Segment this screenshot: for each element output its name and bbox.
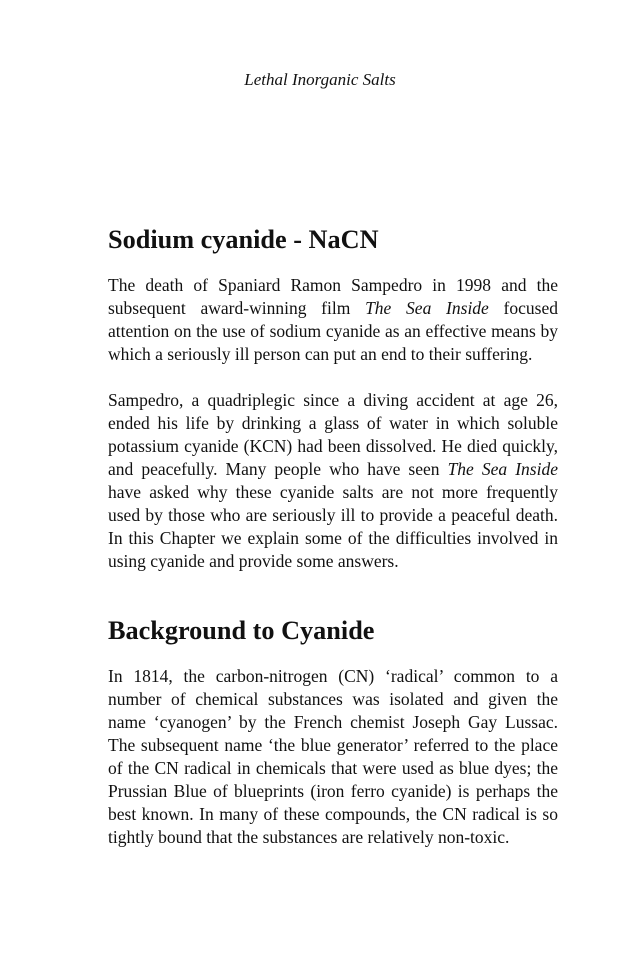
film-title: The Sea Inside xyxy=(365,298,489,318)
paragraph-cyanogen-history: In 1814, the carbon-nitrogen (CN) ‘radical’ common to a number of chemical substances was isolated and given the name ‘cyanogen’ by the French chemist Joseph Gay Lussac. The subsequent name ‘the blue generator’ referred to the place of the CN radical in chemicals that were used as blue dyes; the Prussian Blue of blueprints (iron ferro cyanide) is perhaps the best known. In many of these compounds, the CN radical is so tightly bound that the substances are relatively non-toxic. xyxy=(108,666,558,847)
running-header: Lethal Inorganic Salts xyxy=(244,70,396,89)
section-heading-background: Background to Cyanide xyxy=(108,616,375,645)
spacer xyxy=(108,366,558,389)
paragraph-text: have asked why these cyanide salts are not more frequently used by those who are seriously ill to provide a peaceful death. In this Chapter we explain some of the difficulties involved in using cyanide and provide some answers. xyxy=(108,482,558,571)
film-title: The Sea Inside xyxy=(447,459,558,479)
spacer xyxy=(108,251,558,274)
paragraph-text: Sampedro, a quadriplegic since a diving accident at age 26, ended his life by drinking a glass of water in which soluble potassium cyanide (KCN) had been dissolved. He died quickly, and peacefully. Many people who have seen xyxy=(108,390,558,479)
paragraph-sampedro-method xyxy=(108,389,558,573)
paragraph-text: focused attention on the use of sodium cyanide as an effective means by which a seriously ill person can put an end to their suffering. xyxy=(108,298,558,364)
paragraph-text: The death of Spaniard Ramon Sampedro in 1998 and the subsequent award-winning film xyxy=(108,275,558,318)
section-heading-sodium-cyanide: Sodium cyanide - NaCN xyxy=(108,225,379,254)
spacer xyxy=(108,573,558,619)
spacer xyxy=(108,642,558,665)
page-body xyxy=(108,225,558,849)
paragraph-sampedro-death xyxy=(108,274,558,366)
